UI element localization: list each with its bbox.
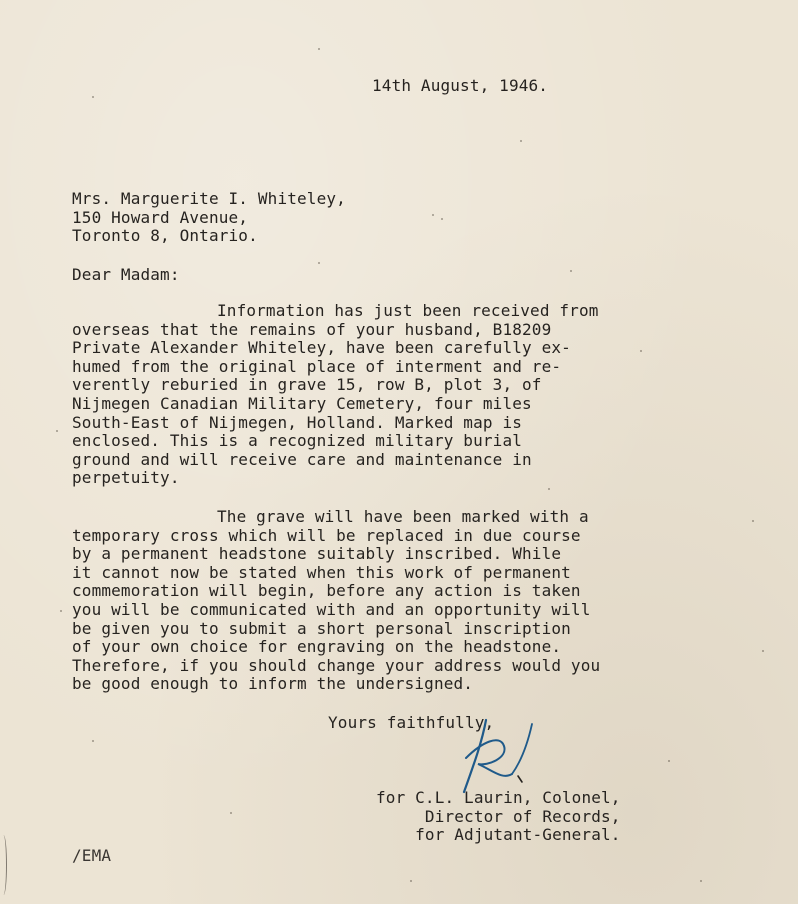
paragraph-line: humed from the original place of interment and re-: [72, 356, 562, 376]
paragraph-line: Private Alexander Whiteley, have been carefully ex-: [72, 338, 571, 358]
paragraph-line: be good enough to inform the undersigned.: [72, 674, 474, 694]
paragraph-line: South-East of Nijmegen, Holland. Marked map is: [72, 412, 523, 432]
signature-line: Director of Records,: [424, 806, 621, 826]
closing: Yours faithfully,: [328, 713, 495, 732]
signature-block: [376, 789, 621, 845]
paragraph-line: enclosed. This is a recognized military burial: [72, 431, 523, 451]
paragraph-line: it cannot now be stated when this work of permanent: [72, 562, 571, 582]
paragraph-line: of your own choice for engraving on the headstone.: [72, 637, 562, 657]
paragraph-line: commemoration will begin, before any action is taken: [72, 581, 581, 601]
paragraph-line: be given you to submit a short personal inscription: [72, 618, 571, 638]
signature-line: for Adjutant-General.: [415, 825, 621, 845]
address-line: 150 Howard Avenue,: [72, 207, 249, 227]
reference-initials: /EMA: [72, 846, 112, 865]
paragraph-line: Nijmegen Canadian Military Cemetery, four miles: [72, 393, 532, 413]
paragraph-2: [72, 508, 600, 694]
page-edge-mark: [0, 835, 7, 895]
paragraph-line: The grave will have been marked with a: [217, 507, 589, 526]
paragraph-line: overseas that the remains of your husband, B18209: [72, 319, 552, 339]
paragraph-line: verently reburied in grave 15, row B, plot 3, of: [72, 375, 542, 395]
paragraph-line: Therefore, if you should change your address would you: [72, 655, 601, 675]
letter-date: 14th August, 1946.: [372, 76, 549, 95]
paragraph-line: temporary cross which will be replaced in due course: [72, 525, 581, 545]
signature-line: for C.L. Laurin, Colonel,: [376, 788, 621, 807]
recipient-address: [72, 190, 346, 246]
salutation: Dear Madam:: [72, 265, 180, 284]
paragraph-line: by a permanent headstone suitably inscribed. While: [72, 544, 562, 564]
address-line: Toronto 8, Ontario.: [72, 226, 258, 246]
paragraph-line: ground and will receive care and maintenance in: [72, 449, 532, 469]
paragraph-line: perpetuity.: [72, 468, 180, 488]
paragraph-line: Information has just been received from: [217, 301, 599, 320]
paragraph-1: [72, 302, 599, 488]
address-line: Mrs. Marguerite I. Whiteley,: [72, 189, 346, 208]
paragraph-line: you will be communicated with and an opportunity will: [72, 599, 591, 619]
